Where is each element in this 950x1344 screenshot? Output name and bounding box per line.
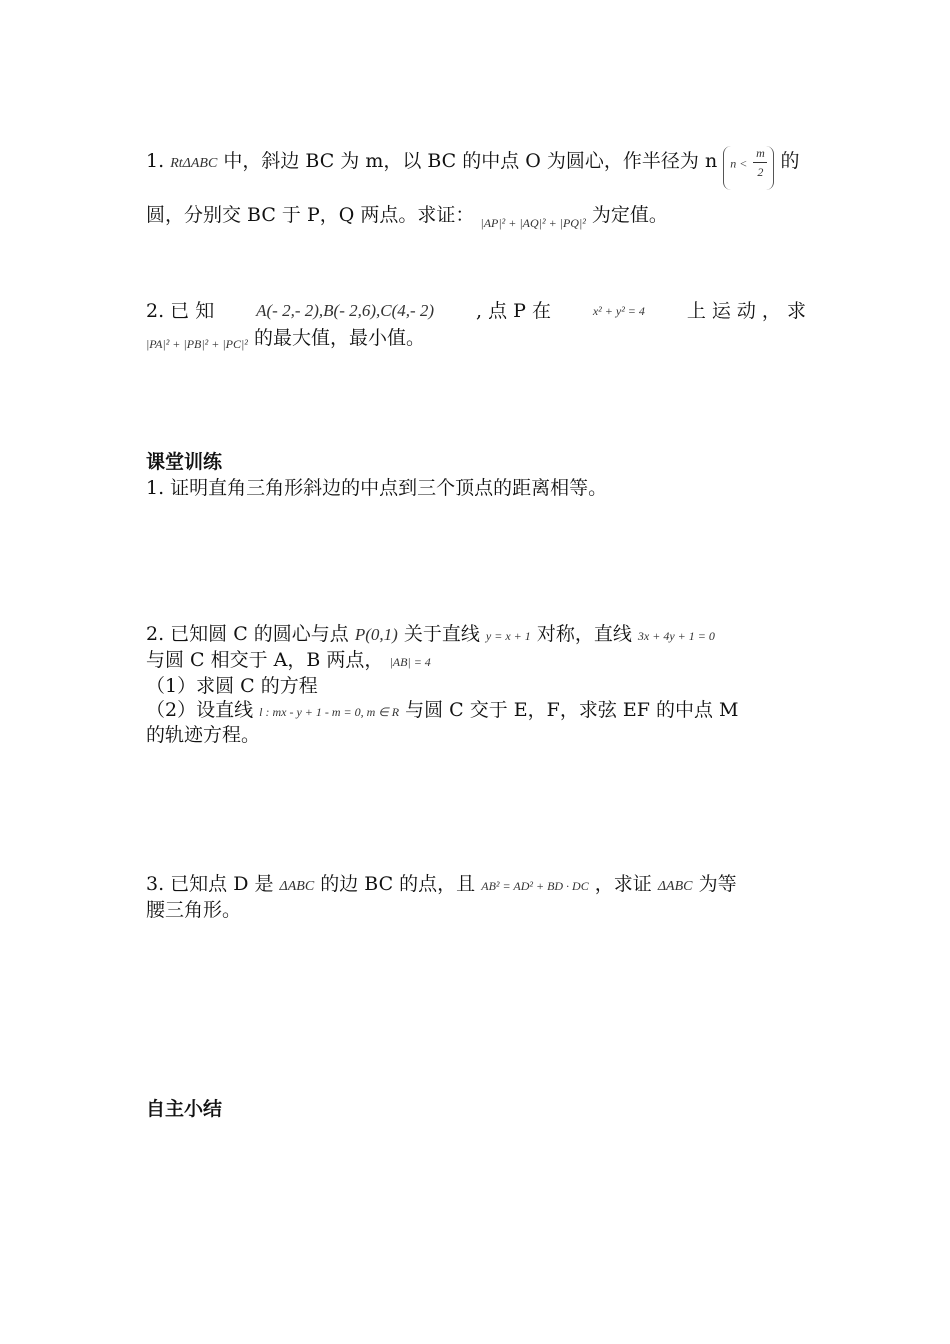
problem-1-line2-a: 圆，分别交 BC 于 P，Q 两点。求证： — [146, 204, 475, 226]
fraction-bar — [753, 162, 767, 163]
classroom-q2-line-1 — [146, 622, 715, 648]
problem-2-lead: 2. 已 知 — [146, 300, 215, 322]
chord-length: |AB| = 4 — [389, 655, 431, 669]
classroom-q2-sub2 — [146, 698, 738, 724]
problem-2-line-2 — [146, 326, 425, 352]
line-equation-2: 3x + 4y + 1 = 0 — [637, 629, 715, 643]
problem-2-line-1 — [146, 299, 806, 323]
classroom-q2-line-2 — [146, 648, 431, 674]
problem-2-tail: 的最大值，最小值。 — [253, 327, 425, 349]
q3-l1-d: 为等 — [698, 873, 737, 895]
q2-l1-b: 关于直线 — [403, 623, 480, 645]
problem-1-line2-b: 为定值。 — [591, 204, 668, 226]
classroom-q3-line-1 — [146, 872, 737, 899]
problem-2-mid1: , 点 P 在 — [476, 300, 551, 322]
q2-sub2-b: 与圆 C 交于 E，F，求弦 EF 的中点 M — [405, 699, 739, 721]
problem-1-number: 1. — [146, 150, 165, 172]
summary-heading: 自主小结 — [146, 1098, 223, 1120]
classroom-q1: 1. 证明直角三角形斜边的中点到三个顶点的距离相等。 — [146, 477, 608, 499]
points-abc: A(- 2,- 2),B(- 2,6),C(4,- 2) — [256, 301, 435, 320]
condition-n: n < — [730, 156, 748, 171]
q3-l1-a: 3. 已知点 D 是 — [146, 873, 274, 895]
point-p: P(0,1) — [354, 625, 398, 644]
q2-l1-c: 对称，直线 — [536, 623, 632, 645]
stewart-equation: AB² = AD² + BD · DC — [481, 879, 589, 893]
problem-1-line-1 — [146, 140, 799, 184]
problem-1-text-b: 的 — [780, 150, 800, 172]
triangle-label: RtΔABC — [170, 156, 218, 171]
radius-condition — [723, 146, 774, 190]
classroom-q3-line-2: 腰三角形。 — [146, 899, 242, 921]
triangle-abc: ΔABC — [279, 879, 315, 894]
symmetry-line-equation: y = x + 1 — [485, 629, 531, 643]
q2-l1-a: 2. 已知圆 C 的圆心与点 — [146, 623, 349, 645]
line-l-equation: l : mx - y + 1 - m = 0, m ∈ R — [259, 705, 400, 719]
classroom-q2-sub1: （1）求圆 C 的方程 — [146, 675, 318, 697]
problem-2-mid2: 上 运 动 ， 求 — [686, 300, 806, 322]
circle-equation: x² + y² = 4 — [592, 304, 645, 318]
fraction-numerator: m — [756, 146, 765, 160]
q2-l2-a: 与圆 C 相交于 A，B 两点， — [146, 649, 384, 671]
fraction-denominator: 2 — [757, 165, 764, 179]
triangle-abc-2: ΔABC — [657, 879, 693, 894]
distance-sum-expr: |PA|² + |PB|² + |PC|² — [146, 337, 248, 351]
classroom-q2-sub2-cont: 的轨迹方程。 — [146, 724, 261, 746]
sum-of-squares-expr: |AP|² + |AQ|² + |PQ|² — [480, 216, 586, 230]
q3-l1-b: 的边 BC 的点，且 — [320, 873, 476, 895]
problem-1-line-2 — [146, 203, 668, 229]
problem-1-text-a: 中，斜边 BC 为 m，以 BC 的中点 O 为圆心，作半径为 n — [223, 150, 718, 172]
q2-sub2-a: （2）设直线 — [146, 699, 254, 721]
q3-l1-c: ，求证 — [594, 873, 652, 895]
classroom-heading: 课堂训练 — [146, 451, 223, 473]
fraction-m-over-2 — [753, 146, 767, 179]
